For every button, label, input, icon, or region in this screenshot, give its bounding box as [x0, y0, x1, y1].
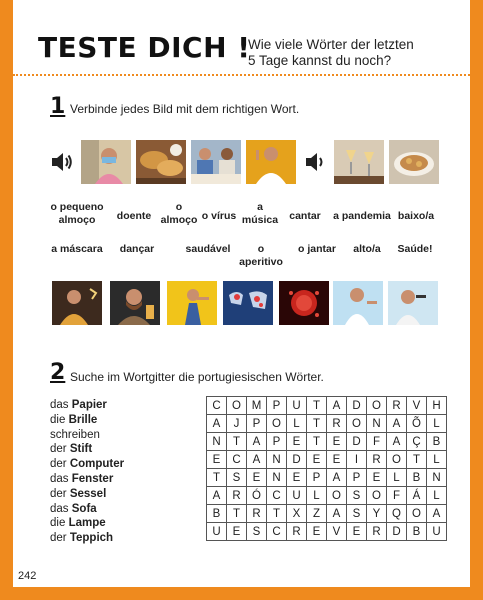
- grid-cell[interactable]: C: [267, 487, 287, 505]
- grid-cell[interactable]: T: [227, 433, 247, 451]
- grid-cell[interactable]: T: [227, 505, 247, 523]
- grid-cell[interactable]: Á: [407, 487, 427, 505]
- word-card[interactable]: saudável: [185, 243, 231, 255]
- page-border-right: [470, 0, 483, 600]
- grid-cell[interactable]: O: [327, 487, 347, 505]
- image-singing[interactable]: [246, 140, 296, 184]
- grid-cell[interactable]: A: [247, 451, 267, 469]
- grid-cell[interactable]: U: [287, 487, 307, 505]
- subtitle-line-2: 5 Tage kannst du noch?: [248, 53, 392, 68]
- grid-cell[interactable]: P: [267, 397, 287, 415]
- grid-cell[interactable]: M: [247, 397, 267, 415]
- grid-cell[interactable]: C: [227, 451, 247, 469]
- speaker-icon[interactable]: [50, 150, 74, 174]
- grid-cell[interactable]: R: [287, 523, 307, 541]
- list-item: der Computer: [50, 458, 125, 471]
- word-search-grid: [206, 396, 447, 541]
- word-list: [50, 398, 124, 546]
- grid-cell[interactable]: O: [387, 451, 407, 469]
- word-card[interactable]: baixo/a: [397, 210, 435, 222]
- image-lunch-group[interactable]: [191, 140, 241, 184]
- image-singer-mic[interactable]: [388, 281, 438, 325]
- image-dinner[interactable]: [389, 140, 439, 184]
- grid-cell[interactable]: A: [207, 487, 227, 505]
- grid-cell[interactable]: B: [427, 433, 447, 451]
- grid-cell[interactable]: P: [247, 415, 267, 433]
- grid-cell[interactable]: L: [427, 451, 447, 469]
- grid-cell[interactable]: E: [367, 469, 387, 487]
- grid-cell[interactable]: N: [267, 469, 287, 487]
- word-card[interactable]: o almoço: [160, 201, 198, 226]
- exercise-2-number: 2: [50, 360, 66, 385]
- exercise-1-instruction: Verbinde jedes Bild mit dem richtigen Wort.: [70, 102, 300, 116]
- grid-cell[interactable]: A: [387, 433, 407, 451]
- grid-row: [207, 433, 447, 451]
- grid-cell[interactable]: U: [427, 523, 447, 541]
- grid-cell[interactable]: E: [207, 451, 227, 469]
- exercise-2-instruction: Suche im Wortgitter die portugiesischen Wörter.: [70, 370, 324, 384]
- grid-cell[interactable]: Q: [387, 505, 407, 523]
- grid-row: [207, 415, 447, 433]
- grid-row: [207, 505, 447, 523]
- page-border-left: [0, 0, 13, 600]
- grid-cell[interactable]: B: [407, 469, 427, 487]
- grid-cell[interactable]: T: [207, 469, 227, 487]
- grid-cell[interactable]: O: [227, 397, 247, 415]
- word-card[interactable]: o vírus: [201, 210, 237, 222]
- grid-cell[interactable]: Ó: [247, 487, 267, 505]
- grid-cell[interactable]: P: [307, 469, 327, 487]
- page-number: 242: [18, 570, 37, 582]
- grid-row: [207, 523, 447, 541]
- grid-row: [207, 469, 447, 487]
- grid-cell[interactable]: V: [327, 523, 347, 541]
- word-card[interactable]: dançar: [119, 243, 155, 255]
- grid-cell[interactable]: S: [227, 469, 247, 487]
- grid-cell[interactable]: R: [367, 523, 387, 541]
- grid-cell[interactable]: A: [327, 397, 347, 415]
- image-sick-person[interactable]: [81, 140, 131, 184]
- grid-cell[interactable]: Ç: [407, 433, 427, 451]
- grid-cell[interactable]: O: [407, 505, 427, 523]
- grid-cell[interactable]: B: [407, 523, 427, 541]
- grid-cell[interactable]: R: [227, 487, 247, 505]
- grid-cell[interactable]: T: [307, 397, 327, 415]
- word-card[interactable]: o pequeno almoço: [50, 201, 104, 226]
- grid-cell[interactable]: C: [267, 523, 287, 541]
- grid-cell[interactable]: O: [267, 415, 287, 433]
- grid-cell[interactable]: L: [387, 469, 407, 487]
- word-card[interactable]: a máscara: [51, 243, 103, 255]
- grid-cell[interactable]: O: [347, 415, 367, 433]
- grid-cell[interactable]: D: [347, 397, 367, 415]
- grid-cell[interactable]: R: [387, 397, 407, 415]
- list-item: die Lampe: [50, 517, 106, 530]
- list-item: das Sofa: [50, 502, 97, 515]
- grid-cell[interactable]: D: [387, 523, 407, 541]
- word-card[interactable]: o jantar: [298, 243, 336, 255]
- grid-cell[interactable]: A: [207, 415, 227, 433]
- grid-cell[interactable]: N: [267, 451, 287, 469]
- list-item: das Fenster: [50, 472, 114, 485]
- word-card[interactable]: a pandemia: [333, 210, 391, 222]
- grid-cell[interactable]: T: [407, 451, 427, 469]
- grid-cell[interactable]: L: [307, 487, 327, 505]
- list-item: das Papier: [50, 399, 107, 411]
- grid-cell[interactable]: V: [407, 397, 427, 415]
- grid-cell[interactable]: T: [307, 415, 327, 433]
- grid-cell[interactable]: I: [347, 451, 367, 469]
- grid-row: [207, 487, 447, 505]
- grid-row: [207, 451, 447, 469]
- grid-cell[interactable]: D: [287, 451, 307, 469]
- image-healthy-woman[interactable]: [333, 281, 383, 325]
- grid-cell[interactable]: E: [247, 469, 267, 487]
- grid-cell[interactable]: E: [347, 523, 367, 541]
- grid-cell[interactable]: P: [347, 469, 367, 487]
- grid-cell[interactable]: A: [327, 505, 347, 523]
- image-virus[interactable]: [279, 281, 329, 325]
- grid-cell[interactable]: Y: [367, 505, 387, 523]
- list-item: die Brille: [50, 413, 98, 426]
- grid-cell[interactable]: E: [287, 469, 307, 487]
- header-divider: [13, 74, 470, 76]
- grid-cell[interactable]: F: [367, 433, 387, 451]
- grid-cell[interactable]: J: [227, 415, 247, 433]
- word-card[interactable]: alto/a: [353, 243, 381, 255]
- word-card[interactable]: cantar: [289, 210, 321, 222]
- grid-cell[interactable]: E: [227, 523, 247, 541]
- grid-cell[interactable]: D: [347, 433, 367, 451]
- page-border-bottom: [0, 587, 483, 600]
- grid-cell[interactable]: F: [387, 487, 407, 505]
- page-title: TESTE DICH !: [38, 31, 251, 64]
- grid-cell[interactable]: O: [367, 487, 387, 505]
- grid-cell[interactable]: L: [427, 487, 447, 505]
- word-card[interactable]: doente: [116, 210, 152, 222]
- list-item: schreiben: [50, 428, 100, 441]
- grid-cell[interactable]: U: [287, 397, 307, 415]
- grid-cell[interactable]: E: [327, 433, 347, 451]
- grid-cell[interactable]: C: [207, 397, 227, 415]
- grid-cell[interactable]: T: [267, 505, 287, 523]
- word-card[interactable]: a música: [241, 201, 279, 226]
- image-aperitivo[interactable]: [334, 140, 384, 184]
- grid-cell[interactable]: E: [287, 433, 307, 451]
- grid-cell[interactable]: N: [427, 469, 447, 487]
- grid-cell[interactable]: U: [207, 523, 227, 541]
- grid-cell[interactable]: N: [207, 433, 227, 451]
- image-cheers-man[interactable]: [110, 281, 160, 325]
- grid-cell[interactable]: R: [247, 505, 267, 523]
- image-dancing[interactable]: [52, 281, 102, 325]
- grid-cell[interactable]: H: [427, 397, 447, 415]
- grid-cell[interactable]: R: [327, 415, 347, 433]
- image-pandemic-map[interactable]: [223, 281, 273, 325]
- grid-cell[interactable]: E: [307, 451, 327, 469]
- subtitle-line-1: Wie viele Wörter der letzten: [248, 37, 414, 52]
- list-item: der Sessel: [50, 487, 107, 500]
- grid-cell[interactable]: B: [207, 505, 227, 523]
- grid-cell[interactable]: A: [247, 433, 267, 451]
- grid-cell[interactable]: X: [287, 505, 307, 523]
- grid-cell[interactable]: A: [427, 505, 447, 523]
- image-breakfast[interactable]: [136, 140, 186, 184]
- word-card[interactable]: Saúde!: [397, 243, 433, 255]
- grid-cell[interactable]: S: [347, 487, 367, 505]
- image-short-man[interactable]: [167, 281, 217, 325]
- grid-cell[interactable]: T: [307, 433, 327, 451]
- grid-cell[interactable]: S: [247, 523, 267, 541]
- grid-cell[interactable]: L: [427, 415, 447, 433]
- speaker-icon[interactable]: [304, 150, 328, 174]
- grid-cell[interactable]: A: [327, 469, 347, 487]
- grid-cell[interactable]: E: [307, 523, 327, 541]
- exercise-1-number: 1: [50, 94, 66, 119]
- grid-cell[interactable]: Z: [307, 505, 327, 523]
- word-card[interactable]: o aperitivo: [239, 243, 283, 268]
- grid-cell[interactable]: Õ: [407, 415, 427, 433]
- grid-cell[interactable]: E: [327, 451, 347, 469]
- grid-row: [207, 397, 447, 415]
- grid-cell[interactable]: A: [387, 415, 407, 433]
- grid-cell[interactable]: S: [347, 505, 367, 523]
- grid-cell[interactable]: R: [367, 451, 387, 469]
- grid-cell[interactable]: P: [267, 433, 287, 451]
- grid-cell[interactable]: O: [367, 397, 387, 415]
- grid-cell[interactable]: L: [287, 415, 307, 433]
- page-subtitle: [248, 37, 448, 69]
- grid-cell[interactable]: N: [367, 415, 387, 433]
- list-item: der Teppich: [50, 532, 114, 545]
- list-item: der Stift: [50, 443, 93, 456]
